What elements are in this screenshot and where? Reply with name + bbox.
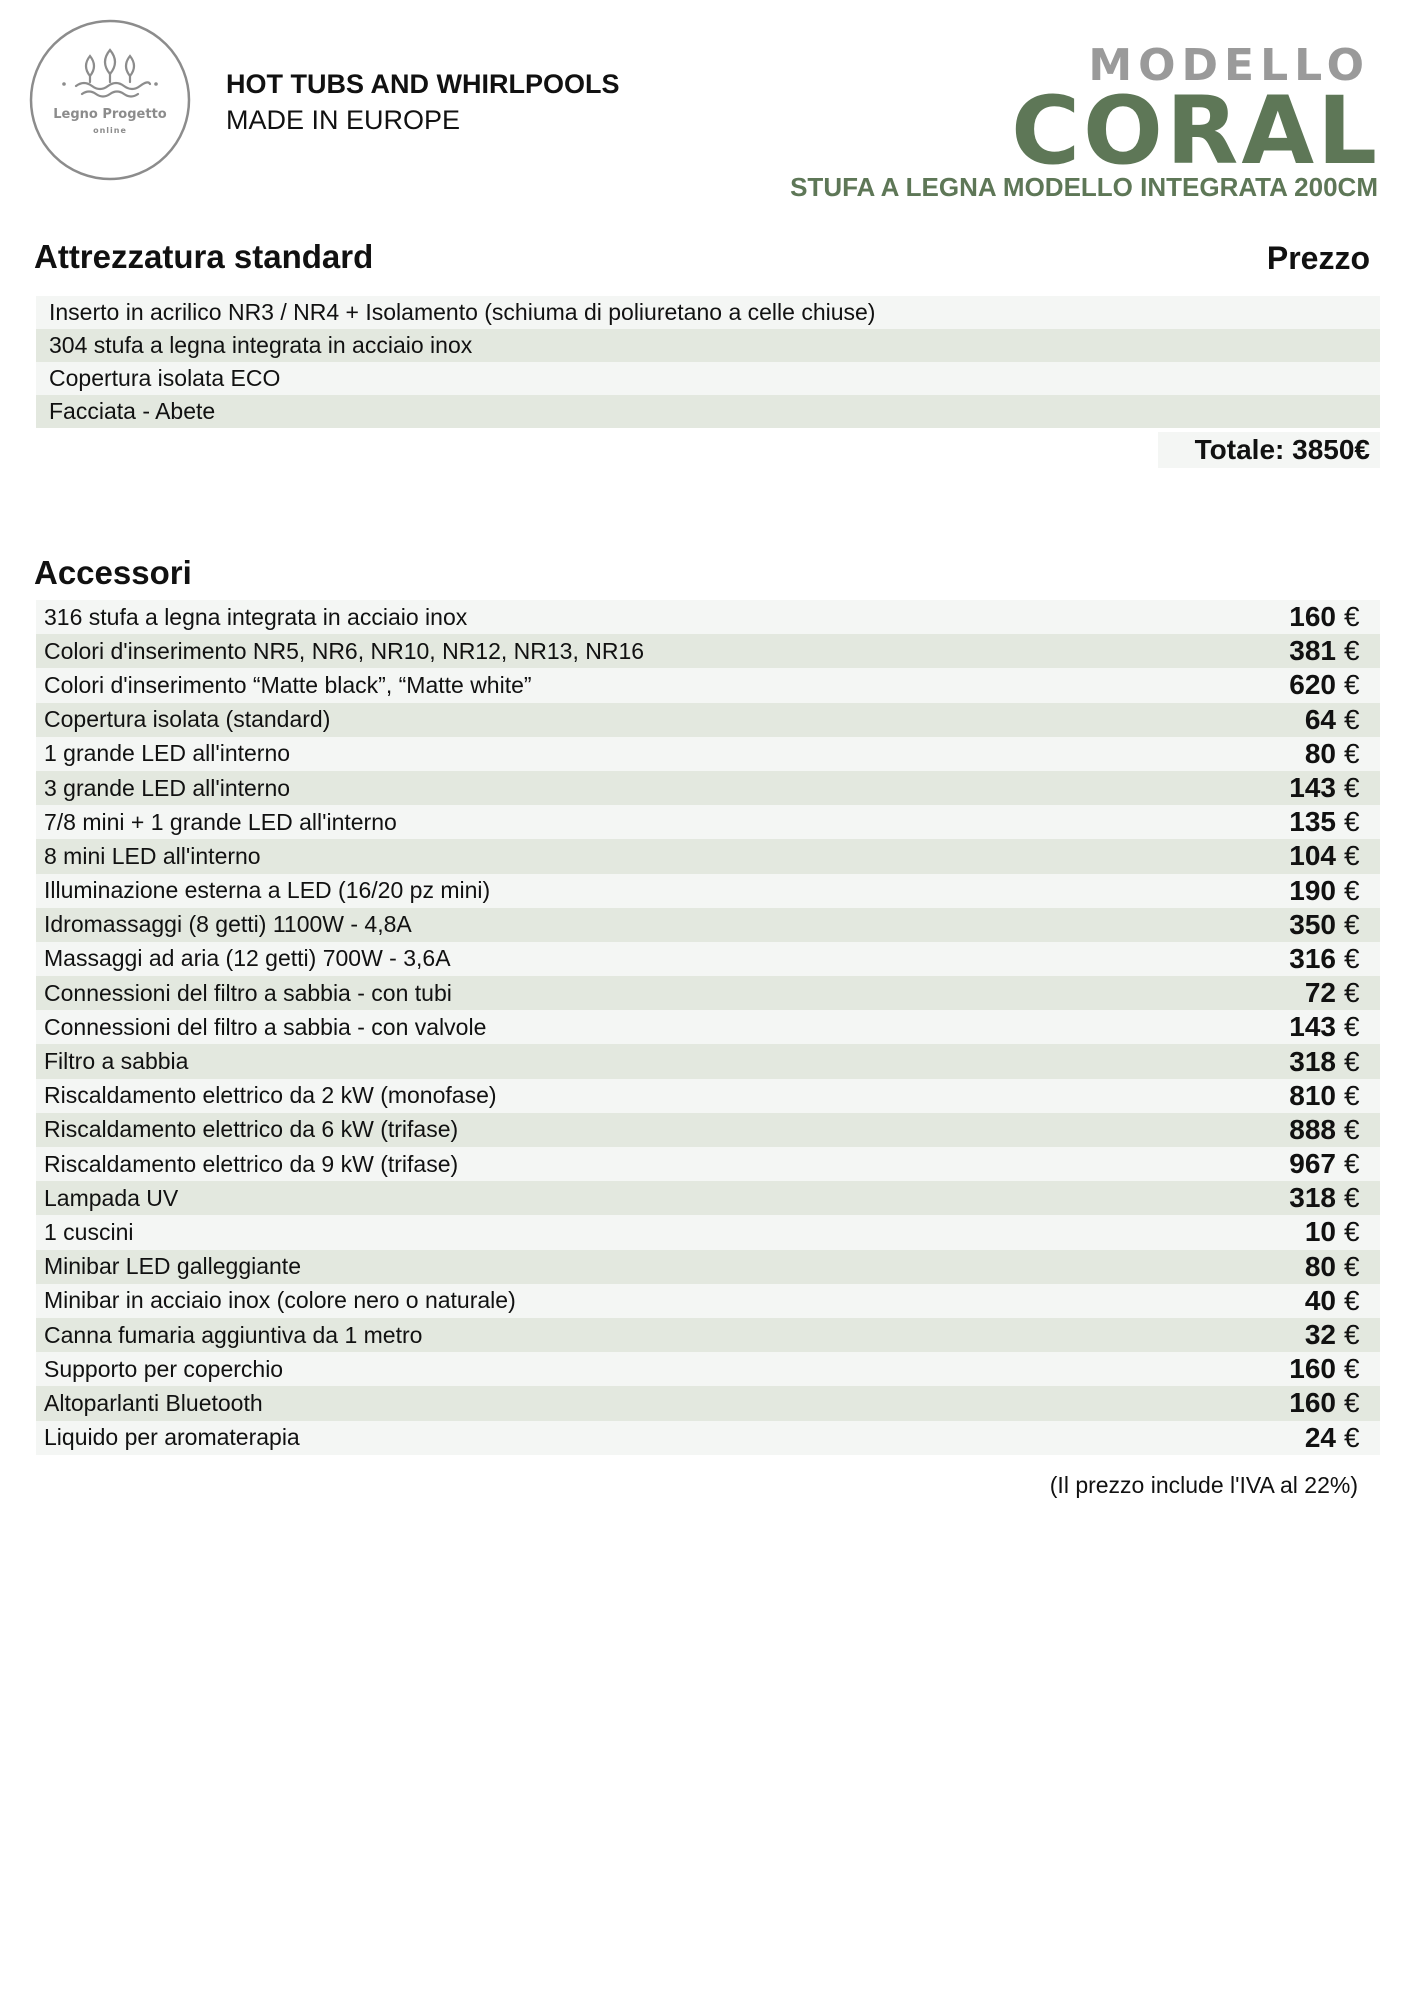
accessory-price: 72 bbox=[1304, 977, 1336, 1009]
total-price bbox=[1158, 432, 1380, 468]
euro-sign: € bbox=[1344, 601, 1360, 633]
euro-sign: € bbox=[1344, 772, 1360, 804]
euro-sign: € bbox=[1344, 977, 1360, 1009]
company-tagline bbox=[226, 66, 619, 138]
accessory-row bbox=[36, 874, 1380, 908]
euro-sign: € bbox=[1344, 1148, 1360, 1180]
accessory-price: 318 bbox=[1289, 1045, 1336, 1077]
accessory-row bbox=[36, 1386, 1380, 1420]
euro-sign: € bbox=[1344, 1250, 1360, 1282]
euro-sign: € bbox=[1344, 1353, 1360, 1385]
accessory-row bbox=[36, 908, 1380, 942]
accessory-price: 143 bbox=[1289, 1011, 1336, 1043]
accessory-name: Supporto per coperchio bbox=[44, 1355, 284, 1382]
accessory-row bbox=[36, 1181, 1380, 1215]
euro-sign: € bbox=[1344, 874, 1360, 906]
accessory-price: 135 bbox=[1289, 806, 1336, 838]
accessory-price: 32 bbox=[1304, 1319, 1336, 1351]
accessory-row bbox=[36, 600, 1380, 634]
euro-sign: € bbox=[1354, 434, 1370, 465]
euro-sign: € bbox=[1344, 1011, 1360, 1043]
euro-sign: € bbox=[1344, 1387, 1360, 1419]
accessories-title: Accessori bbox=[34, 554, 192, 591]
accessory-row bbox=[36, 1010, 1380, 1044]
accessory-row bbox=[36, 805, 1380, 839]
accessory-row bbox=[36, 1421, 1380, 1455]
euro-sign: € bbox=[1344, 1284, 1360, 1316]
accessory-row bbox=[36, 1147, 1380, 1181]
accessory-row bbox=[36, 1215, 1380, 1249]
standard-item-row: Inserto in acrilico NR3 / NR4 + Isolamento (schiuma di poliuretano a celle chiuse) bbox=[36, 296, 1380, 329]
accessory-name: 8 mini LED all'interno bbox=[44, 842, 261, 869]
accessory-price: 80 bbox=[1304, 737, 1336, 769]
accessory-row bbox=[36, 703, 1380, 737]
euro-sign: € bbox=[1344, 1182, 1360, 1214]
accessory-row bbox=[36, 1352, 1380, 1386]
accessory-name: Illuminazione esterna a LED (16/20 pz mini) bbox=[44, 877, 491, 904]
accessory-price: 80 bbox=[1304, 1250, 1336, 1282]
company-line-2: MADE IN EUROPE bbox=[226, 105, 461, 135]
accessory-name: 3 grande LED all'interno bbox=[44, 774, 291, 801]
standard-item-row: Facciata - Abete bbox=[36, 395, 1380, 428]
accessory-row bbox=[36, 668, 1380, 702]
accessory-price: 381 bbox=[1289, 635, 1336, 667]
accessory-row bbox=[36, 1250, 1380, 1284]
accessory-name: Riscaldamento elettrico da 2 kW (monofase) bbox=[44, 1082, 497, 1109]
trees-and-waves-icon bbox=[28, 18, 192, 182]
accessory-price: 810 bbox=[1289, 1079, 1336, 1111]
accessory-row bbox=[36, 1044, 1380, 1078]
euro-sign: € bbox=[1344, 635, 1360, 667]
logo-name: Legno Progetto bbox=[53, 107, 167, 122]
accessory-name: Filtro a sabbia bbox=[44, 1048, 189, 1075]
euro-sign: € bbox=[1344, 1216, 1360, 1248]
euro-sign: € bbox=[1344, 669, 1360, 701]
standard-equipment-table bbox=[36, 296, 1380, 428]
euro-sign: € bbox=[1344, 806, 1360, 838]
accessory-price: 104 bbox=[1289, 840, 1336, 872]
accessory-row bbox=[36, 1079, 1380, 1113]
accessory-row bbox=[36, 1113, 1380, 1147]
accessory-price: 143 bbox=[1289, 772, 1336, 804]
vat-note: (Il prezzo include l'IVA al 22%) bbox=[1049, 1472, 1358, 1498]
accessory-price: 160 bbox=[1289, 1353, 1336, 1385]
euro-sign: € bbox=[1344, 942, 1360, 974]
accessories-table bbox=[36, 600, 1380, 1455]
accessory-price: 888 bbox=[1289, 1113, 1336, 1145]
euro-sign: € bbox=[1344, 1319, 1360, 1351]
accessory-row bbox=[36, 737, 1380, 771]
accessory-price: 10 bbox=[1304, 1216, 1336, 1248]
accessory-name: 1 grande LED all'interno bbox=[44, 740, 291, 767]
logo-tagline: online bbox=[93, 126, 127, 135]
accessory-name: Massaggi ad aria (12 getti) 700W - 3,6A bbox=[44, 945, 451, 972]
accessory-name: Colori d'inserimento NR5, NR6, NR10, NR12, NR13, NR16 bbox=[44, 637, 645, 664]
accessory-name: Copertura isolata (standard) bbox=[44, 706, 331, 733]
accessory-row bbox=[36, 1318, 1380, 1352]
accessory-row bbox=[36, 839, 1380, 873]
model-name: CORAL bbox=[1011, 77, 1380, 186]
accessory-name: Liquido per aromaterapia bbox=[44, 1424, 300, 1451]
accessory-name: Connessioni del filtro a sabbia - con valvole bbox=[44, 1013, 487, 1040]
euro-sign: € bbox=[1344, 908, 1360, 940]
accessory-name: Canna fumaria aggiuntiva da 1 metro bbox=[44, 1321, 423, 1348]
price-header: Prezzo bbox=[1266, 240, 1370, 276]
company-line-1: HOT TUBS AND WHIRLPOOLS bbox=[226, 69, 620, 99]
total-label: Totale: 3850 bbox=[1194, 434, 1355, 465]
accessory-price: 190 bbox=[1289, 874, 1336, 906]
accessory-row bbox=[36, 976, 1380, 1010]
accessory-price: 40 bbox=[1304, 1284, 1336, 1316]
accessory-row bbox=[36, 942, 1380, 976]
euro-sign: € bbox=[1344, 1045, 1360, 1077]
accessory-price: 24 bbox=[1304, 1421, 1336, 1453]
accessory-name: Connessioni del filtro a sabbia - con tubi bbox=[44, 979, 452, 1006]
euro-sign: € bbox=[1344, 840, 1360, 872]
accessory-name: Riscaldamento elettrico da 6 kW (trifase) bbox=[44, 1116, 459, 1143]
accessory-price: 350 bbox=[1289, 908, 1336, 940]
accessory-name: 1 cuscini bbox=[44, 1218, 134, 1245]
accessory-row bbox=[36, 634, 1380, 668]
euro-sign: € bbox=[1344, 1113, 1360, 1145]
company-logo bbox=[28, 18, 192, 182]
euro-sign: € bbox=[1344, 1079, 1360, 1111]
accessory-name: Lampada UV bbox=[44, 1184, 179, 1211]
accessory-price: 64 bbox=[1304, 703, 1336, 735]
euro-sign: € bbox=[1344, 1421, 1360, 1453]
accessory-name: Colori d'inserimento “Matte black”, “Matte white” bbox=[44, 671, 532, 698]
euro-sign: € bbox=[1344, 737, 1360, 769]
accessory-price: 318 bbox=[1289, 1182, 1336, 1214]
euro-sign: € bbox=[1344, 703, 1360, 735]
accessory-price: 620 bbox=[1289, 669, 1336, 701]
accessory-price: 160 bbox=[1289, 1387, 1336, 1419]
standard-item-row: Copertura isolata ECO bbox=[36, 362, 1380, 395]
accessory-price: 160 bbox=[1289, 601, 1336, 633]
accessory-name: Minibar LED galleggiante bbox=[44, 1253, 301, 1280]
model-subtitle: STUFA A LEGNA MODELLO INTEGRATA 200CM bbox=[790, 172, 1378, 202]
model-label: MODELLO bbox=[1088, 40, 1370, 91]
accessory-name: Altoparlanti Bluetooth bbox=[44, 1389, 263, 1416]
standard-equipment-title: Attrezzatura standard bbox=[34, 238, 374, 275]
accessory-price: 316 bbox=[1289, 942, 1336, 974]
accessory-row bbox=[36, 1284, 1380, 1318]
accessory-name: Riscaldamento elettrico da 9 kW (trifase) bbox=[44, 1150, 459, 1177]
accessory-name: Idromassaggi (8 getti) 1100W - 4,8A bbox=[44, 911, 412, 938]
accessory-row bbox=[36, 771, 1380, 805]
accessory-name: 7/8 mini + 1 grande LED all'interno bbox=[44, 808, 397, 835]
accessory-name: Minibar in acciaio inox (colore nero o naturale) bbox=[44, 1287, 516, 1314]
accessory-name: 316 stufa a legna integrata in acciaio inox bbox=[44, 603, 468, 630]
standard-item-row: 304 stufa a legna integrata in acciaio inox bbox=[36, 329, 1380, 362]
accessory-price: 967 bbox=[1289, 1148, 1336, 1180]
